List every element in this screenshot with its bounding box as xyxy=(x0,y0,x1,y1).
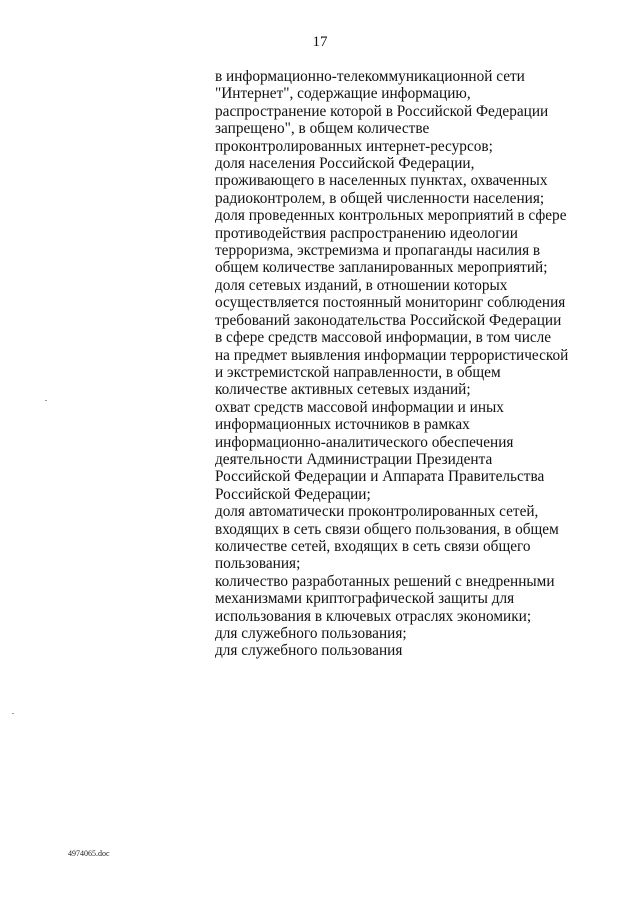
text-line: использования в ключевых отраслях экономики; xyxy=(215,607,532,625)
indicator-list-text xyxy=(215,68,575,660)
text-line: "Интернет", содержащие информацию, xyxy=(215,85,471,103)
text-line: общем количестве запланированных мероприятий; xyxy=(215,259,548,277)
text-line: в сфере средств массовой информации, в том числе xyxy=(215,329,552,347)
text-line: требований законодательства Российской Федерации xyxy=(215,311,562,329)
text-line: механизмами криптографической защиты для xyxy=(215,590,515,608)
text-line: и экстремистской направленности, в общем xyxy=(215,363,501,381)
text-line: проконтролированных интернет-ресурсов; xyxy=(215,137,493,155)
text-line: деятельности Администрации Президента xyxy=(215,450,493,468)
text-line: Российской Федерации и Аппарата Правительства xyxy=(215,468,545,486)
footer-filename: 4974065.doc xyxy=(68,849,110,858)
text-line: радиоконтролем, в общей численности населения; xyxy=(215,189,545,207)
text-line: доля проведенных контрольных мероприятий в сфере xyxy=(215,207,567,225)
text-line: пользования; xyxy=(215,555,301,573)
text-line: терроризма, экстремизма и пропаганды насилия в xyxy=(215,242,541,260)
text-line: информационных источников в рамках xyxy=(215,416,470,434)
text-line: проживающего в населенных пунктах, охваченных xyxy=(215,172,548,190)
text-line: доля сетевых изданий, в отношении которых xyxy=(215,276,508,294)
text-line: в информационно-телекоммуникационной сети xyxy=(215,68,525,85)
text-line: входящих в сеть связи общего пользования, в общем xyxy=(215,520,559,538)
text-line: осуществляется постоянный мониторинг соблюдения xyxy=(215,294,566,312)
text-line: охват средств массовой информации и иных xyxy=(215,398,504,416)
text-line: доля автоматически проконтролированных сетей, xyxy=(215,503,539,521)
text-line: количестве сетей, входящих в сеть связи общего xyxy=(215,537,531,555)
text-line: для служебного пользования xyxy=(215,642,403,660)
scan-speck xyxy=(12,713,14,714)
text-line: распространение которой в Российской Федерации xyxy=(215,102,549,120)
text-line: информационно-аналитического обеспечения xyxy=(215,433,514,451)
text-line: противодействия распространению идеологии xyxy=(215,224,518,242)
text-line: Российской Федерации; xyxy=(215,485,371,503)
text-line: количество разработанных решений с внедренными xyxy=(215,572,555,590)
text-line: доля населения Российской Федерации, xyxy=(215,155,475,173)
scan-speck xyxy=(45,400,47,401)
page-number: 17 xyxy=(312,34,328,50)
text-line: для служебного пользования; xyxy=(215,625,407,642)
text-line: количестве активных сетевых изданий; xyxy=(215,381,471,399)
text-line: на предмет выявления информации террористической xyxy=(215,346,569,364)
text-line: запрещено", в общем количестве xyxy=(215,120,430,138)
